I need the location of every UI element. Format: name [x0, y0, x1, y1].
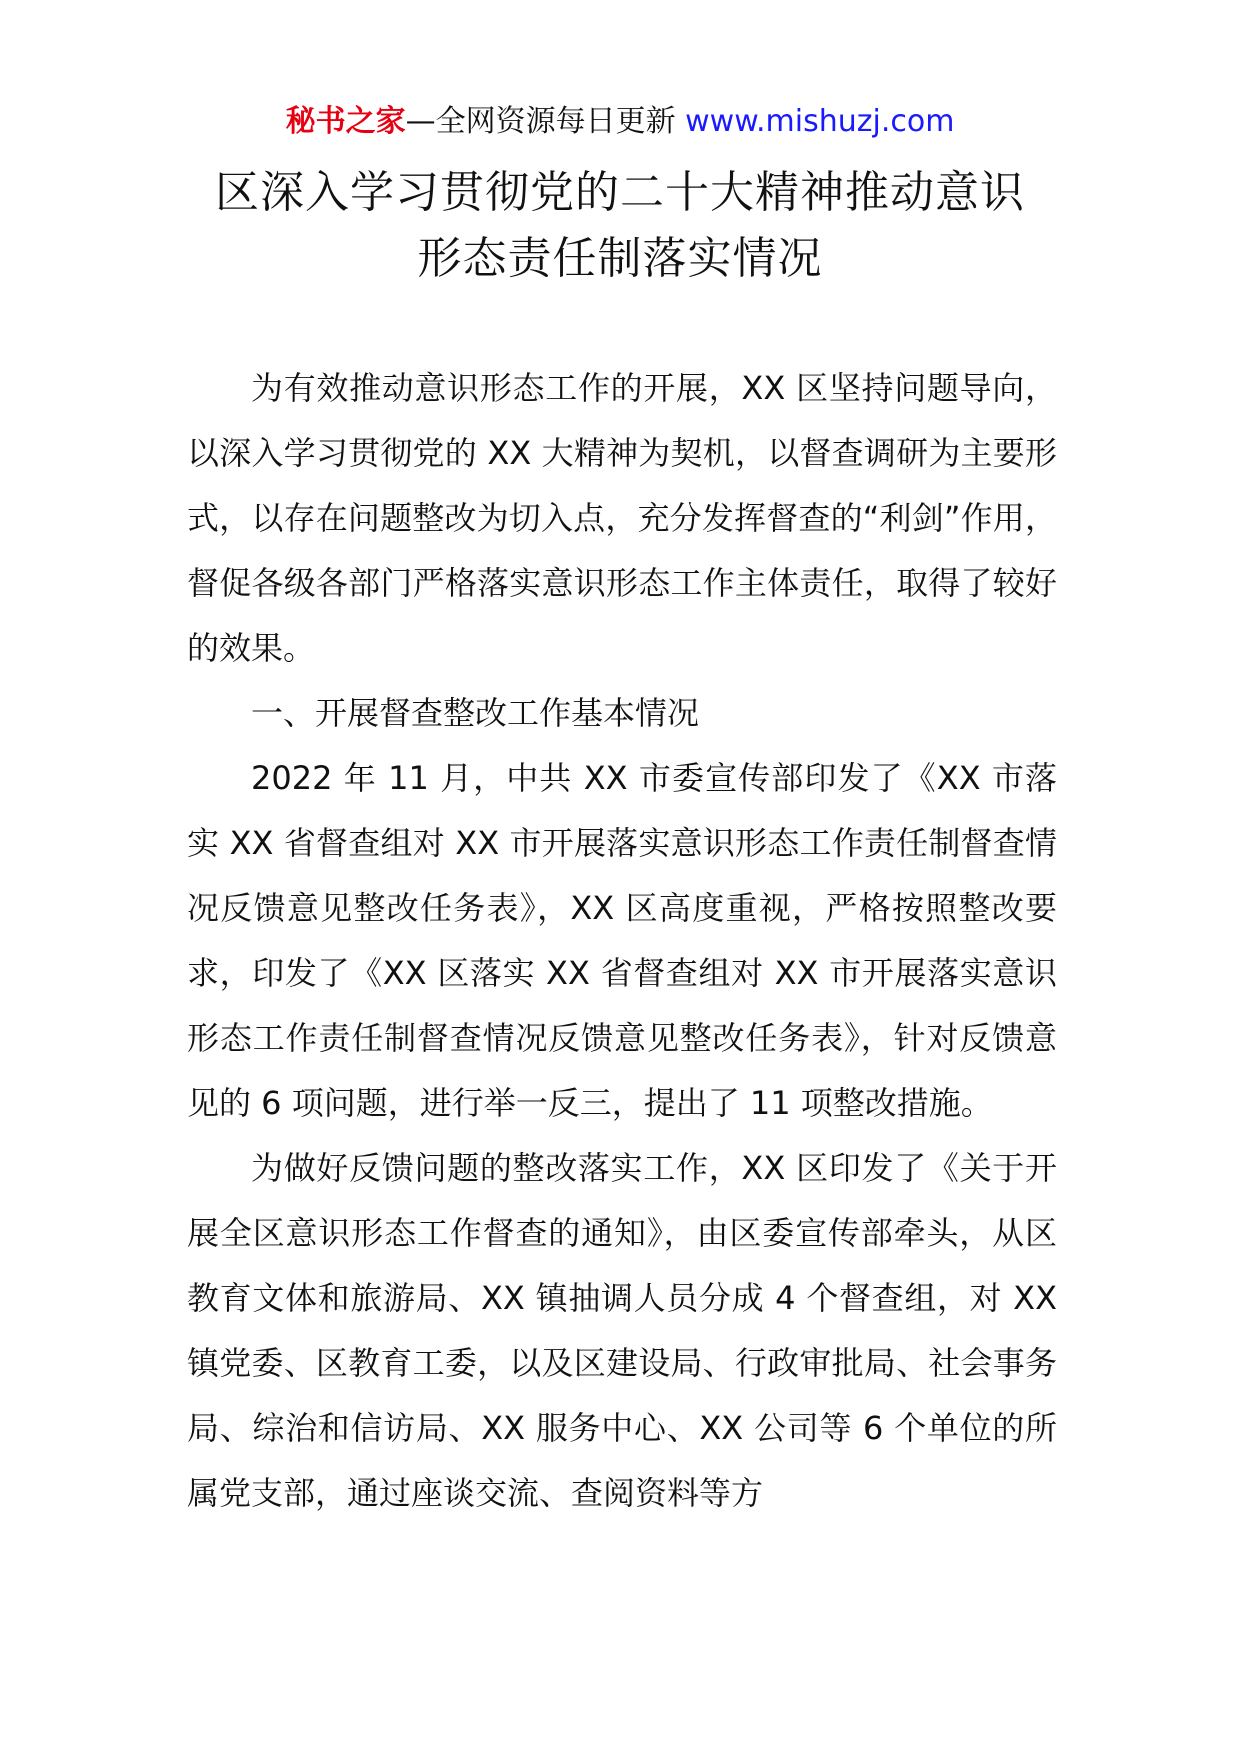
title-line-1: 区深入学习贯彻党的二十大精神推动意识 [215, 167, 1025, 218]
site-header [0, 100, 1240, 144]
document-title [120, 160, 1120, 292]
header-slogan: —全网资源每日更新 [405, 104, 676, 139]
brand-name: 秘书之家 [285, 104, 406, 139]
section-heading-1: 一、开展督查整改工作基本情况 [251, 694, 700, 732]
site-url-link[interactable]: www.mishuzj.com [685, 104, 955, 139]
paragraph-inspection-notice: 为做好反馈问题的整改落实工作，XX 区印发了《关于开展全区意识形态工作督查的通知》，由区委宣传部牵头，从区教育文体和旅游局、XX 镇抽调人员分成 4 个督查组，对 XX 镇党委、区教育工委，以及区建设局、行政审批局、社会事务局、综治和信访局、XX 服务中心、XX 公司等 6 个单位的所属党支部，通过座谈交流、查阅资料等方 [187, 1149, 1057, 1512]
document-body [187, 356, 1057, 1526]
paragraph-rectification-plan: 2022 年 11 月，中共 XX 市委宣传部印发了《XX 市落实 XX 省督查组对 XX 市开展落实意识形态工作责任制督查情况反馈意见整改任务表》，XX 区高度重视，严格按照整改要求，印发了《XX 区落实 XX 省督查组对 XX 市开展落实意识形态工作责任制督查情况反馈意见整改任务表》，针对反馈意见的 6 项问题，进行举一反三，提出了 11 项整改措施。 [187, 759, 1057, 1122]
paragraph-intro: 为有效推动意识形态工作的开展，XX 区坚持问题导向，以深入学习贯彻党的 XX 大精神为契机，以督查调研为主要形式，以存在问题整改为切入点，充分发挥督查的“利剑”作用，督促各级各部门严格落实意识形态工作主体责任，取得了较好的效果。 [187, 369, 1057, 667]
title-line-2: 形态责任制落实情况 [417, 233, 823, 284]
